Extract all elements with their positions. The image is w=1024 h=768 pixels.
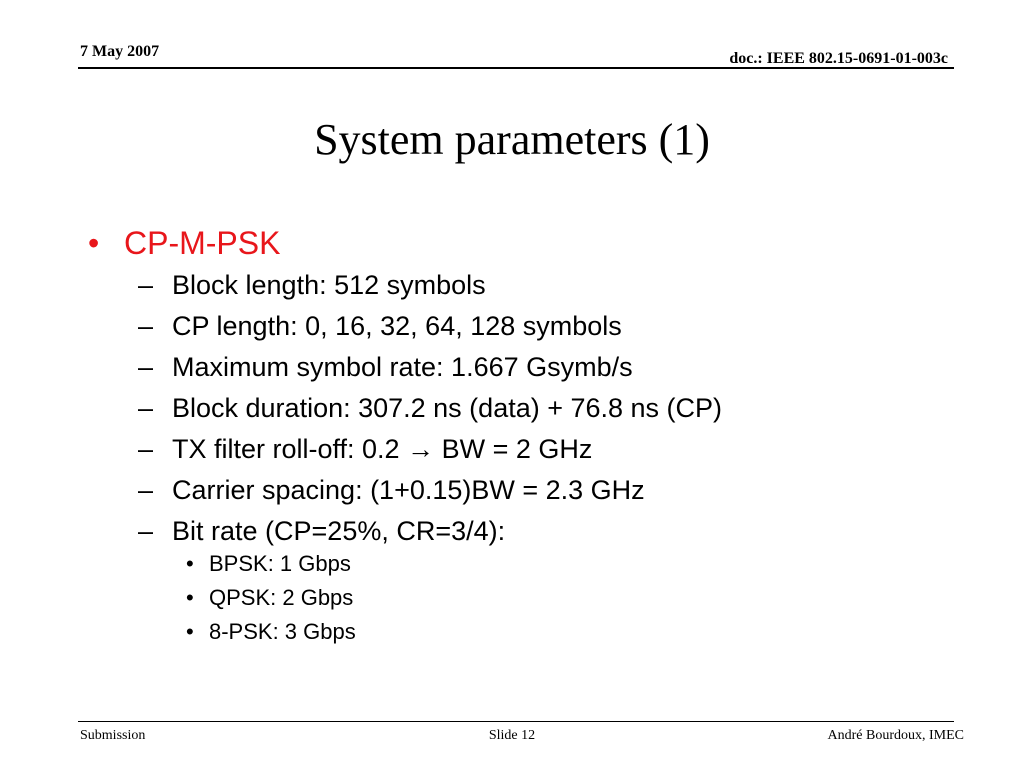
bullet-text: 8-PSK: 3 Gbps [209, 619, 356, 644]
bullet-text: Block length: 512 symbols [172, 270, 486, 300]
bullet-text: QPSK: 2 Gbps [209, 585, 354, 610]
footer-submission: Submission [80, 728, 146, 743]
bullet-marker: – [138, 352, 154, 382]
footer-author: André Bourdoux, IMEC [827, 728, 964, 743]
bullet-marker: • [186, 551, 194, 576]
bullet-text: BPSK: 1 Gbps [209, 551, 351, 576]
bullet-marker: – [138, 434, 154, 464]
bullet-marker: – [138, 475, 154, 505]
bullet-text: Bit rate (CP=25%, CR=3/4): [172, 516, 506, 546]
bullet-text: Block duration: 307.2 ns (data) + 76.8 ns (CP) [172, 393, 723, 423]
bullet-marker: – [138, 516, 154, 546]
header-date: 7 May 2007 [80, 43, 160, 60]
bullet-text: Maximum symbol rate: 1.667 Gsymb/s [172, 352, 633, 382]
bullet-marker: • [88, 225, 100, 261]
bullet-marker: • [186, 619, 194, 644]
bullet-text: Carrier spacing: (1+0.15)BW = 2.3 GHz [172, 475, 645, 505]
footer-rule [78, 721, 954, 722]
bullet-text: TX filter roll-off: 0.2 → BW = 2 GHz [172, 434, 593, 464]
bullet-text: CP-M-PSK [124, 225, 281, 261]
bullet-marker: • [186, 585, 194, 610]
slide-title: System parameters (1) [314, 115, 710, 164]
bullet-marker: – [138, 270, 154, 300]
footer-slide-number: Slide 12 [488, 728, 536, 743]
header-doc-id: doc.: IEEE 802.15-0691-01-003c [729, 50, 948, 67]
bullet-marker: – [138, 393, 154, 423]
bullet-text: CP length: 0, 16, 32, 64, 128 symbols [172, 311, 622, 341]
bullet-marker: – [138, 311, 154, 341]
